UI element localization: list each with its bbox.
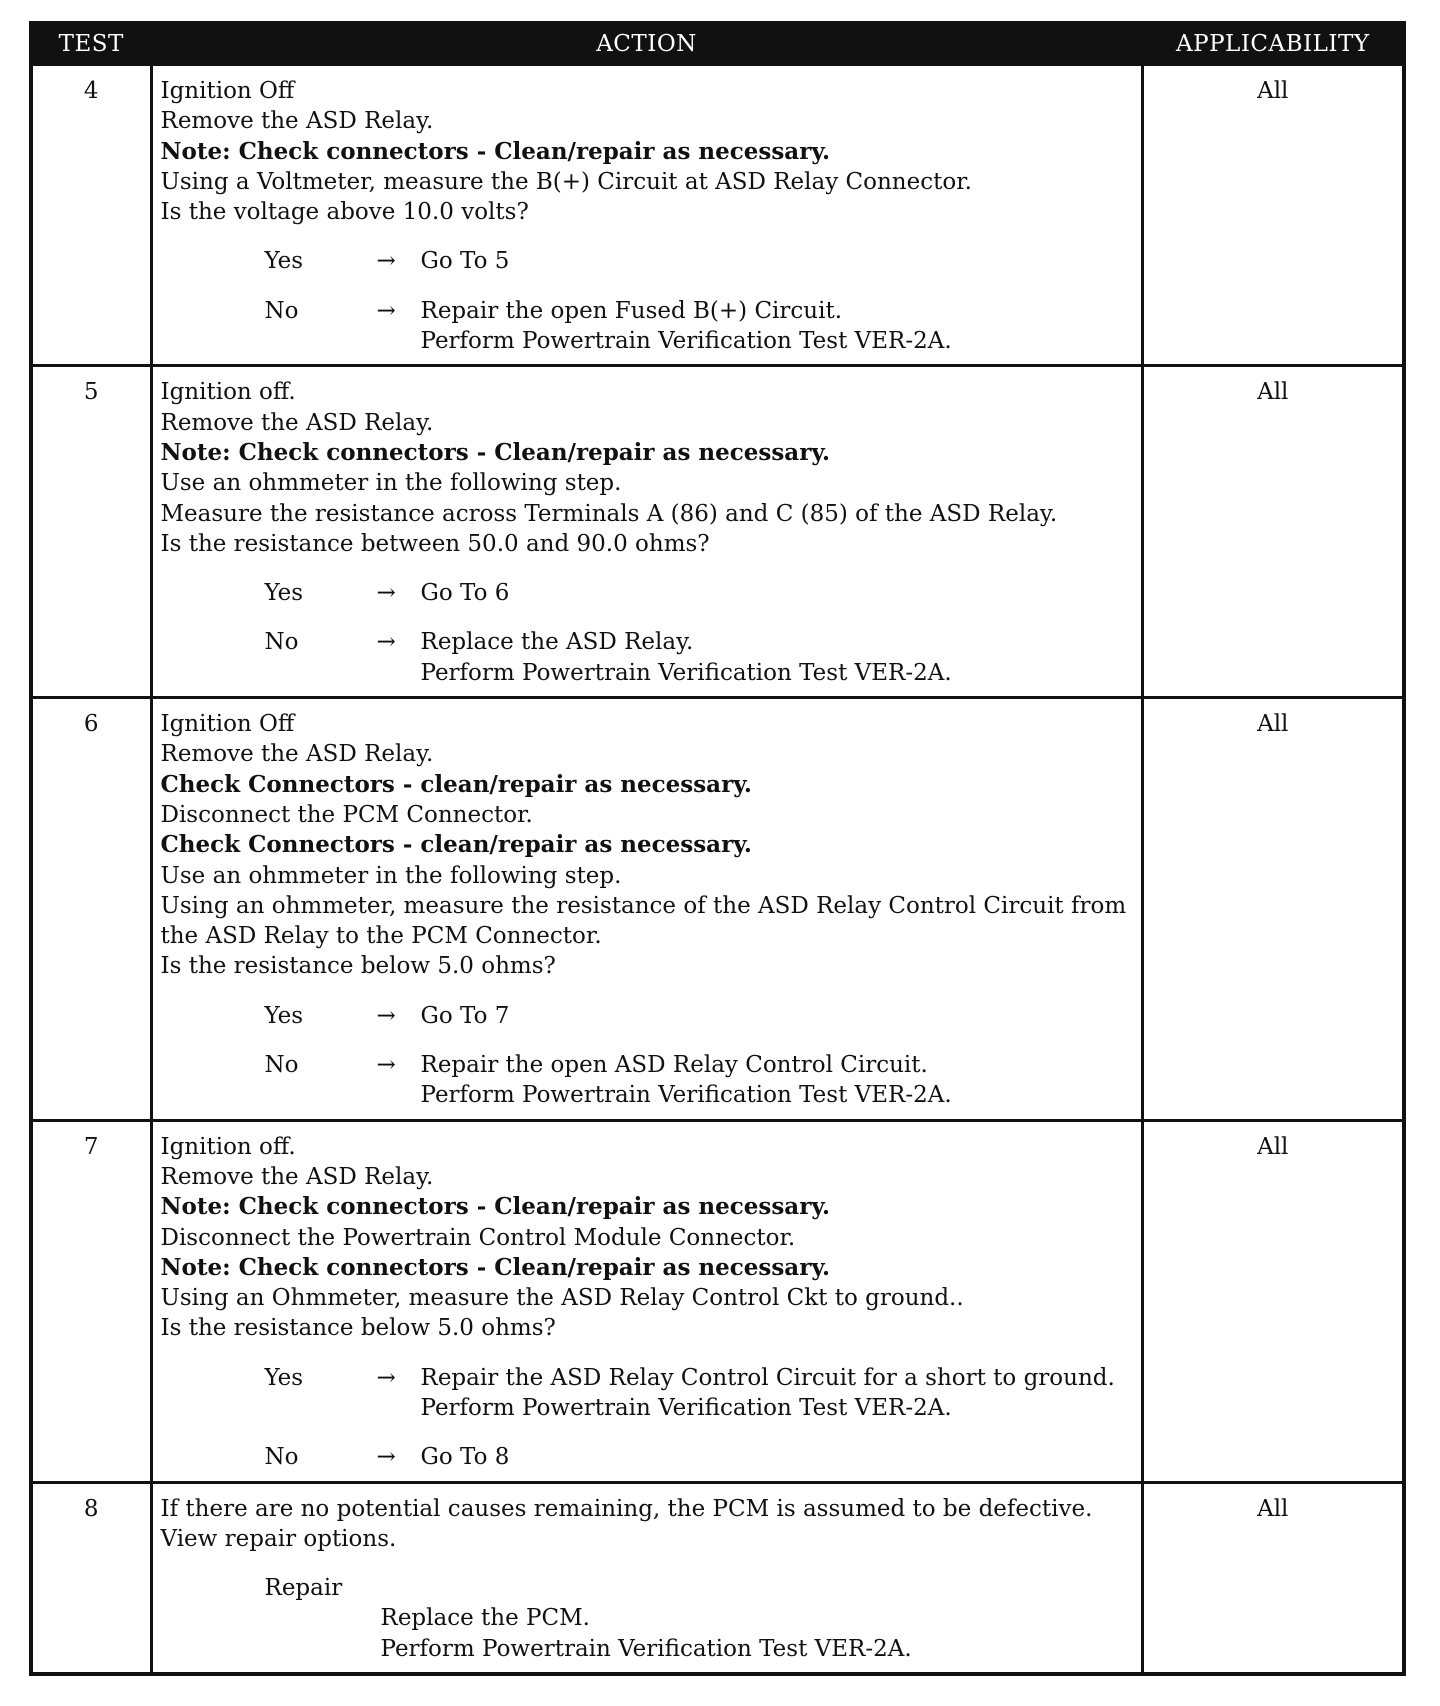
action-question: Is the voltage above 10.0 volts? xyxy=(160,199,529,226)
test-number: 5 xyxy=(31,366,151,698)
no-label: No xyxy=(264,1052,299,1079)
action-step: Disconnect the PCM Connector. xyxy=(160,801,533,828)
action-step: If there are no potential causes remaining, the PCM is assumed to be defective. xyxy=(160,1495,1093,1522)
yes-result xyxy=(421,246,1135,276)
action-cell xyxy=(151,366,1142,698)
result-line: Repair the open ASD Relay Control Circuit. xyxy=(420,1052,928,1079)
result-line: Replace the PCM. xyxy=(380,1605,590,1632)
yes-option xyxy=(265,1001,1135,1031)
table-row xyxy=(31,1120,1404,1482)
no-result xyxy=(421,296,1135,357)
no-option xyxy=(265,1442,1135,1472)
action-note: Note: Check connectors - Clean/repair as necessary. xyxy=(160,137,831,165)
action-step: Using an Ohmmeter, measure the ASD Relay Control Ckt to ground.. xyxy=(160,1285,964,1312)
result-line: Perform Powertrain Verification Test VER-2A. xyxy=(420,328,952,355)
right-arrow-icon: → xyxy=(376,1002,396,1029)
action-step: Remove the ASD Relay. xyxy=(160,1163,434,1190)
applicability-value: All xyxy=(1142,698,1404,1121)
repair-result xyxy=(381,1603,1135,1664)
test-number: 8 xyxy=(31,1482,151,1674)
no-result xyxy=(421,627,1135,688)
no-label: No xyxy=(264,1444,299,1471)
table-row xyxy=(31,1482,1404,1674)
header-action: ACTION xyxy=(151,23,1142,65)
action-step: Remove the ASD Relay. xyxy=(160,108,434,135)
diagnostic-table-sheet xyxy=(29,21,1402,1676)
applicability-value: All xyxy=(1142,1120,1404,1482)
no-option xyxy=(265,296,1135,357)
action-note: Check Connectors - clean/repair as necessary. xyxy=(160,770,752,798)
action-step: Ignition Off xyxy=(160,711,295,738)
result-line: Go To 5 xyxy=(420,248,510,275)
table-row xyxy=(31,698,1404,1121)
result-line: Replace the ASD Relay. xyxy=(420,629,694,656)
right-arrow-icon: → xyxy=(376,629,396,656)
action-step: View repair options. xyxy=(160,1525,397,1552)
test-number: 7 xyxy=(31,1120,151,1482)
table-header xyxy=(31,23,1404,65)
action-step: Disconnect the Powertrain Control Module Connector. xyxy=(160,1224,796,1251)
right-arrow-icon: → xyxy=(376,248,396,275)
table-row xyxy=(31,65,1404,366)
no-result xyxy=(421,1050,1135,1111)
no-option xyxy=(265,627,1135,688)
yes-option xyxy=(265,246,1135,276)
action-step: Remove the ASD Relay. xyxy=(160,409,434,436)
result-line: Perform Powertrain Verification Test VER-2A. xyxy=(420,659,952,686)
header-test: TEST xyxy=(31,23,151,65)
action-note: Note: Check connectors - Clean/repair as necessary. xyxy=(160,438,831,466)
action-note: Note: Check connectors - Clean/repair as necessary. xyxy=(160,1253,831,1281)
action-step: Measure the resistance across Terminals A (86) and C (85) of the ASD Relay. xyxy=(160,500,1058,527)
result-line: Perform Powertrain Verification Test VER-2A. xyxy=(380,1635,912,1662)
action-step: Using an ohmmeter, measure the resistance of the ASD Relay Control Circuit from the ASD Relay to the PCM Connector. xyxy=(160,892,1127,950)
no-label: No xyxy=(264,297,299,324)
yes-label: Yes xyxy=(264,1002,304,1029)
applicability-value: All xyxy=(1142,1482,1404,1674)
action-cell xyxy=(151,65,1142,366)
yes-result xyxy=(421,1363,1135,1424)
yes-option xyxy=(265,578,1135,608)
action-cell xyxy=(151,1482,1142,1674)
yes-option xyxy=(265,1363,1135,1424)
action-cell xyxy=(151,698,1142,1121)
action-step: Ignition off. xyxy=(160,379,296,406)
right-arrow-icon: → xyxy=(376,1364,396,1391)
result-line: Go To 7 xyxy=(420,1002,510,1029)
action-step: Use an ohmmeter in the following step. xyxy=(160,470,622,497)
action-note: Check Connectors - clean/repair as necessary. xyxy=(160,831,752,859)
yes-label: Yes xyxy=(264,580,304,607)
right-arrow-icon: → xyxy=(376,580,396,607)
no-result xyxy=(421,1442,1135,1472)
diagnostic-test-table xyxy=(29,21,1406,1676)
applicability-value: All xyxy=(1142,65,1404,366)
result-line: Repair the open Fused B(+) Circuit. xyxy=(420,297,843,324)
action-step: Using a Voltmeter, measure the B(+) Circuit at ASD Relay Connector. xyxy=(160,168,972,195)
applicability-value: All xyxy=(1142,366,1404,698)
yes-label: Yes xyxy=(264,1364,304,1391)
result-line: Repair the ASD Relay Control Circuit for a short to ground. xyxy=(420,1364,1115,1391)
result-line: Perform Powertrain Verification Test VER-2A. xyxy=(420,1082,952,1109)
test-number: 6 xyxy=(31,698,151,1121)
action-question: Is the resistance below 5.0 ohms? xyxy=(160,1315,556,1342)
yes-result xyxy=(421,1001,1135,1031)
right-arrow-icon: → xyxy=(376,1052,396,1079)
no-option xyxy=(265,1050,1135,1111)
action-question: Is the resistance below 5.0 ohms? xyxy=(160,953,556,980)
action-step: Ignition off. xyxy=(160,1133,296,1160)
yes-label: Yes xyxy=(264,248,304,275)
test-number: 4 xyxy=(31,65,151,366)
table-row xyxy=(31,366,1404,698)
action-step: Use an ohmmeter in the following step. xyxy=(160,862,622,889)
result-line: Perform Powertrain Verification Test VER-2A. xyxy=(420,1394,952,1421)
action-step: Ignition Off xyxy=(160,78,295,104)
header-applicability: APPLICABILITY xyxy=(1142,23,1404,65)
yes-result xyxy=(421,578,1135,608)
repair-label: Repair xyxy=(264,1575,343,1602)
right-arrow-icon: → xyxy=(376,297,396,324)
action-question: Is the resistance between 50.0 and 90.0 ohms? xyxy=(160,530,710,557)
no-label: No xyxy=(264,629,299,656)
action-step: Remove the ASD Relay. xyxy=(160,741,434,768)
result-line: Go To 8 xyxy=(420,1444,510,1471)
result-line: Go To 6 xyxy=(420,580,510,607)
action-cell xyxy=(151,1120,1142,1482)
action-note: Note: Check connectors - Clean/repair as necessary. xyxy=(160,1193,831,1221)
right-arrow-icon: → xyxy=(376,1444,396,1471)
